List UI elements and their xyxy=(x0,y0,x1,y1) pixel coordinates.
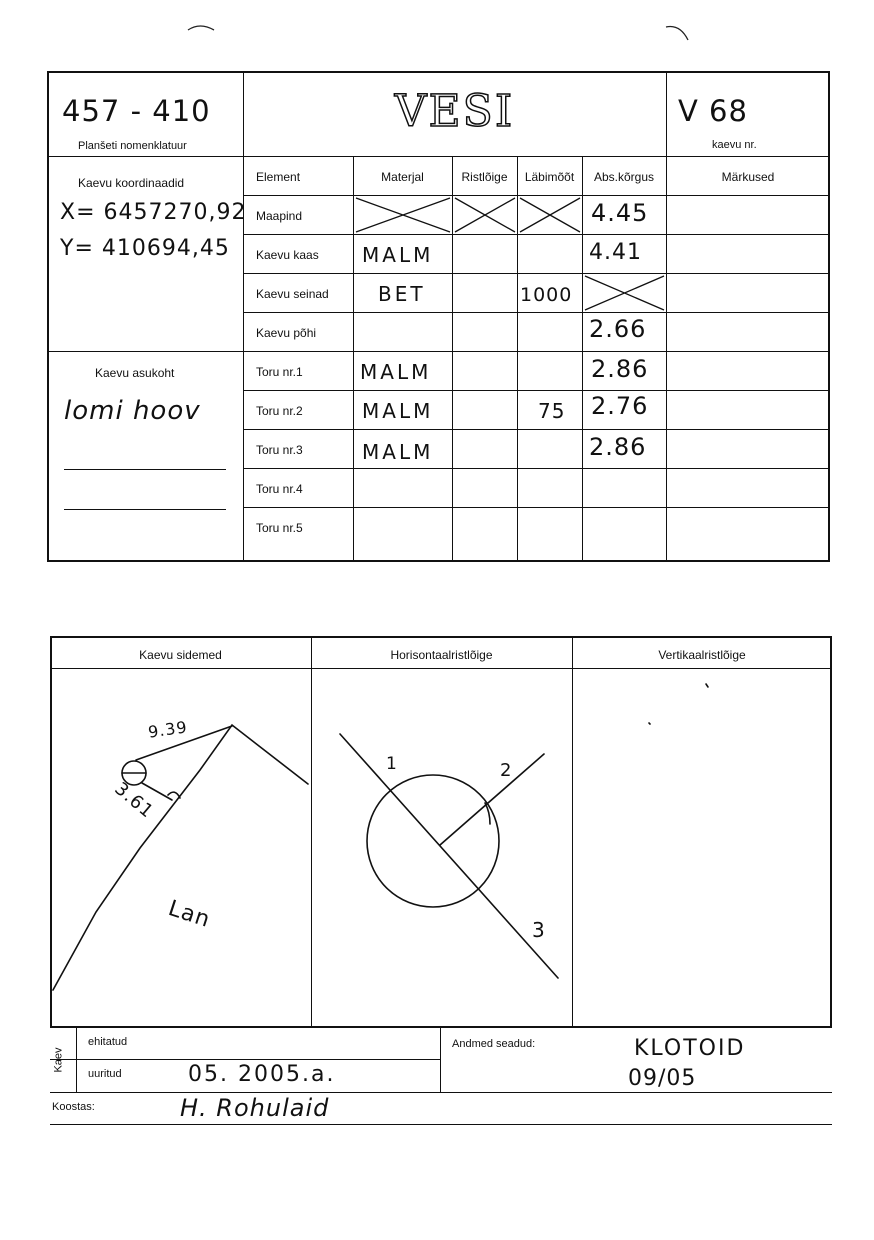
building-label: Lan xyxy=(165,896,214,933)
form-title: VESI xyxy=(394,86,515,137)
col-material: Materjal xyxy=(381,170,424,184)
horizontal-section-header: Horisontaalristlõige xyxy=(390,648,493,662)
author-label: Koostas: xyxy=(52,1101,95,1113)
coordinate-y: Y= 410694,45 xyxy=(60,236,230,261)
built-label: ehitatud xyxy=(88,1036,128,1048)
row-element: Toru nr.1 xyxy=(256,365,303,379)
well-number-value: V 68 xyxy=(678,94,748,128)
nomenclature-label: Planšeti nomenklatuur xyxy=(78,140,187,152)
col-element: Element xyxy=(256,170,301,184)
data-entered-by: KLOTOID xyxy=(634,1036,746,1061)
row-element: Maapind xyxy=(256,209,303,223)
pipe-number-3: 3 xyxy=(532,918,546,942)
col-cross-section: Ristlõige xyxy=(461,170,508,184)
cell-abs-height: 4.45 xyxy=(591,199,649,227)
author-name: H. Rohulaid xyxy=(180,1094,330,1122)
row-element: Kaevu kaas xyxy=(256,248,319,262)
cell-material: MALM xyxy=(362,440,434,464)
cell-abs-height: 4.41 xyxy=(589,240,642,265)
location-label: Kaevu asukoht xyxy=(95,366,175,380)
nomenclature-value: 457 - 410 xyxy=(62,94,211,128)
surveyed-date: 05. 2005.a. xyxy=(188,1062,336,1087)
data-entered-date: 09/05 xyxy=(628,1066,697,1091)
row-element: Toru nr.4 xyxy=(256,482,303,496)
data-entered-label: Andmed seadud: xyxy=(452,1038,536,1050)
well-number-label: kaevu nr. xyxy=(712,139,757,151)
pipe-number-1: 1 xyxy=(386,754,398,774)
row-element: Toru nr.3 xyxy=(256,443,303,457)
coordinate-x: X= 6457270,92 xyxy=(60,200,247,225)
cell-diameter: 75 xyxy=(538,399,566,423)
cell-abs-height: 2.76 xyxy=(591,392,649,420)
vertical-section-header: Vertikaalristlõige xyxy=(658,648,746,662)
cell-abs-height: 2.86 xyxy=(589,433,647,461)
cell-diameter: 1000 xyxy=(520,284,573,306)
row-element: Kaevu põhi xyxy=(256,326,317,340)
cell-abs-height: 2.86 xyxy=(591,355,649,383)
col-abs-height: Abs.kõrgus xyxy=(593,170,655,184)
well-side-label: Kaev xyxy=(52,1047,65,1073)
location-value: lomi hoov xyxy=(64,396,201,426)
cell-material: MALM xyxy=(362,243,434,267)
sketch-links-header: Kaevu sidemed xyxy=(139,648,222,662)
pipe-number-2: 2 xyxy=(500,760,513,781)
cell-material: BET xyxy=(378,282,426,306)
cell-abs-height: 2.66 xyxy=(589,315,647,343)
row-element: Kaevu seinad xyxy=(256,287,329,301)
surveyed-label: uuritud xyxy=(88,1068,122,1080)
row-element: Toru nr.2 xyxy=(256,404,303,418)
distance-label: 3.61 xyxy=(110,778,158,823)
coordinates-label: Kaevu koordinaadid xyxy=(78,176,185,190)
row-element: Toru nr.5 xyxy=(256,521,303,535)
col-notes: Märkused xyxy=(721,170,775,184)
col-diameter: Läbimõõt xyxy=(524,170,575,184)
distance-label: 9.39 xyxy=(146,717,189,742)
cell-material: MALM xyxy=(362,399,434,423)
cell-material: MALM xyxy=(360,360,432,384)
